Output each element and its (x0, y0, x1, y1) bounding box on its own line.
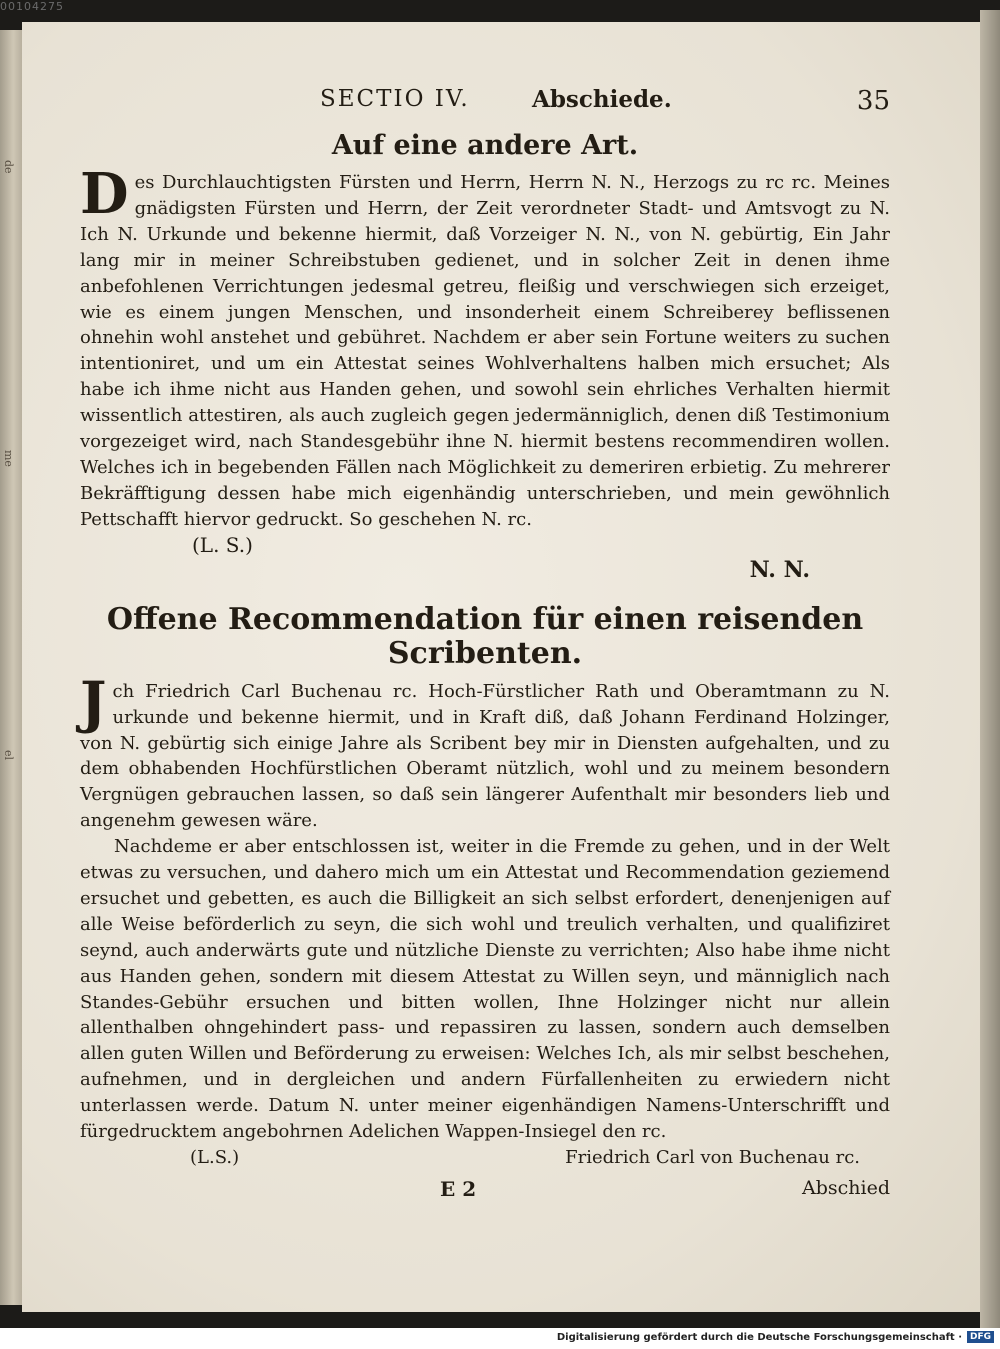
page-footer (80, 1173, 890, 1203)
margin-fragment: el (2, 750, 15, 761)
section-topic: Abschiede. (532, 86, 672, 113)
section-heading: Auf eine andere Art. (331, 130, 639, 161)
signature: Friedrich Carl von Buchenau rc. (565, 1147, 860, 1168)
funding-credit-text: Digitalisierung gefördert durch die Deutsche Forschungsgemeinschaft · (556, 1332, 962, 1343)
drop-cap: J (80, 669, 107, 736)
section-heading: Offene Recommendation für einen reisenden Scribenten. (106, 601, 864, 671)
seal-mark: (L. S.) (192, 532, 253, 557)
paragraph-text: ch Friedrich Carl Buchenau rc. Hoch-Fürstlicher Rath und Oberamtmann zu N. urkunde und bekenne hiermit, und in Kraft diß, daß Johann Ferdinand Holzinger, von N. gebürtig sich einige Jahre als Scribent bey mir in Diensten aufgehalten, und zu dem obhabenden Hochfürstlichen Oberamt nützlich, wohl und zu meinem besondern Vergnügen gebrauchen lassen, so daß sein längerer Aufenthalt mir besonders lieb und angenehm gewesen wäre. (80, 680, 890, 832)
paragraph (80, 161, 890, 533)
margin-fragment: me (2, 450, 15, 467)
facing-page-edge (0, 30, 22, 1305)
book-page (22, 22, 980, 1312)
signature-mark: E 2 (440, 1177, 477, 1201)
paragraph: Nachdeme er aber entschlossen ist, weiter in die Fremde zu gehen, und in der Welt etwas zu versuchen, und dahero mich um ein Attestat und Recommendation geziemend ersuchet und gebetten, es auch die Billigkeit an sich selbst erfordert, denenjenigen auf alle Weise beförderlich zu seyn, die sich wohl und treulich verhalten, und qualifiziret seynd, auch anderwärts gute und nützliche Dienste zu verrichten; Also habe ihme nicht aus Handen gehen, sondern mit diesem Attestat zu Willen seyn, und männiglich nach Standes-Gebühr ersuchen und bitten wollen, Ihne Holzinger nicht nur allein allenthalben ohngehindert pass- und repassiren zu lassen, sondern auch demselben allen guten Willen und Beförderung zu erweisen: Welches Ich, als mir selbst beschehen, aufnehmen, und in dergleichen und andern Fürfallenheiten zu erwiedern nicht unterlassen werde. Datum N. unter meiner eigenhändigen Namens-Unterschrifft und fürgedrucktem angebohrnen Adelichen Wappen-Insiegel den rc. (80, 836, 890, 1143)
page-number: 35 (856, 86, 890, 116)
page-content (80, 74, 890, 1203)
seal-mark: (L.S.) (190, 1147, 240, 1168)
funding-credit-bar (0, 1328, 1000, 1349)
signature: N. N. (749, 556, 810, 583)
margin-fragment: de (2, 160, 15, 174)
running-header (80, 74, 890, 114)
seal-signature-line (80, 532, 890, 583)
paragraph (80, 669, 890, 834)
drop-cap: D (80, 161, 129, 227)
scan-id-watermark: 00104275 (0, 0, 64, 13)
page-stack-edge (980, 10, 1000, 1328)
catchword: Abschied (802, 1177, 890, 1199)
section-label: SECTIO IV. (320, 86, 470, 112)
dfg-logo: DFG (967, 1331, 994, 1343)
paragraph-text: es Durchlauchtigsten Fürsten und Herrn, Herrn N. N., Herzogs zu rc rc. Meines gnädigsten Fürsten und Herrn, der Zeit verordneter Stadt- und Amtsvogt zu N. Ich N. Urkunde und bekenne hiermit, daß Vorzeiger N. N., von N. gebürtig, Ein Jahr lang mir in meiner Schreibstuben gedienet, und in solcher Zeit in denen ihme anbefohlenen Verrichtungen jedesmal getreu, fleißig und verschwiegen sich erzeiget, wie es einem jungen Menschen, und insonderheit einem Schreiberey beflissenen ohnehin wohl anstehet und gebühret. Nachdem er aber sein Fortune weiters zu suchen intentioniret, und um ein Attestat seines Wohlverhaltens halben mich ersuchet; Als habe ich ihme nicht aus Handen gehen, und sowohl sein ehrliches Verhalten hiermit wissentlich attestiren, als auch zugleich gegen jedermänniglich, denen diß Testimonium vorgezeiget wird, nach Standesgebühr ihne N. hiermit bestens recommendiren wollen. Welches ich in begebenden Fällen nach Möglichkeit zu demeriren erbietig. Zu mehrerer Bekräfftigung dessen habe mich eigenhändig unterschrieben, und mein gewöhnlich Pettschafft hiervor gedruckt. So geschehen N. rc. (80, 172, 890, 530)
closing-line (80, 1147, 890, 1173)
